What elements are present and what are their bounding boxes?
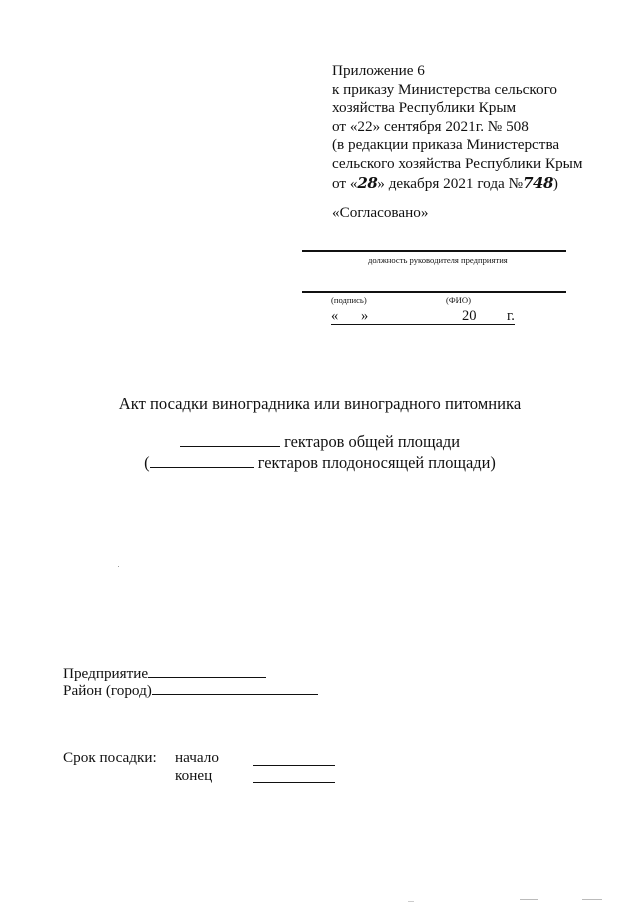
- handwritten-day: 28: [357, 173, 378, 192]
- appendix-order-line: к приказу Министерства сельского: [332, 80, 558, 98]
- planting-start-label: начало: [175, 749, 219, 766]
- name-caption: (ФИО): [446, 295, 471, 305]
- enterprise-blank[interactable]: [148, 663, 266, 678]
- planting-end-blank[interactable]: [253, 782, 335, 783]
- date-close-quote: »: [361, 308, 369, 324]
- scan-mark: [408, 901, 414, 902]
- act-title: Акт посадки виноградника или виноградного питомника: [118, 394, 522, 413]
- district-field: [63, 680, 318, 700]
- fruiting-area-open: (: [144, 453, 150, 472]
- appendix-number: Приложение 6: [332, 62, 425, 79]
- signature-caption: (подпись): [331, 295, 367, 305]
- year-prefix: 20: [462, 308, 477, 324]
- planting-term-label: Срок посадки:: [63, 749, 157, 766]
- position-caption: должность руководителя предприятия: [368, 255, 508, 265]
- district-blank[interactable]: [152, 680, 318, 695]
- district-label: Район (город): [63, 682, 152, 699]
- appendix-header: [332, 62, 583, 193]
- appendix-revision-ministry: сельского хозяйства Республики Крым: [332, 154, 583, 172]
- scan-mark: [582, 899, 602, 900]
- date-underline: [331, 324, 515, 325]
- fruiting-area-line: [0, 453, 640, 473]
- scan-speck: [118, 566, 119, 567]
- date-open-quote: «: [331, 308, 339, 324]
- agreed-label: «Согласовано»: [332, 204, 429, 221]
- planting-end-label: конец: [175, 767, 213, 784]
- appendix-revision-date: от «28» декабря 2021 года №748): [332, 173, 558, 192]
- planting-start-blank[interactable]: [253, 765, 335, 766]
- scan-mark: [520, 899, 538, 900]
- appendix-ministry-line: хозяйства Республики Крым: [332, 99, 517, 117]
- total-area-blank[interactable]: [180, 432, 280, 447]
- enterprise-label: Предприятие: [63, 665, 149, 682]
- total-area-line: [0, 432, 640, 452]
- fruiting-area-label: гектаров плодоносящей площади): [257, 453, 496, 472]
- year-suffix: г.: [507, 308, 515, 324]
- appendix-order-date: от «22» сентября 2021г. № 508: [332, 117, 529, 135]
- total-area-label: гектаров общей площади: [284, 432, 460, 451]
- appendix-revision-line: (в редакции приказа Министерства: [332, 136, 560, 154]
- handwritten-order-number: 748: [523, 173, 553, 192]
- fruiting-area-blank[interactable]: [150, 453, 254, 468]
- signature-line: [302, 291, 566, 293]
- position-signature-line: [302, 250, 566, 252]
